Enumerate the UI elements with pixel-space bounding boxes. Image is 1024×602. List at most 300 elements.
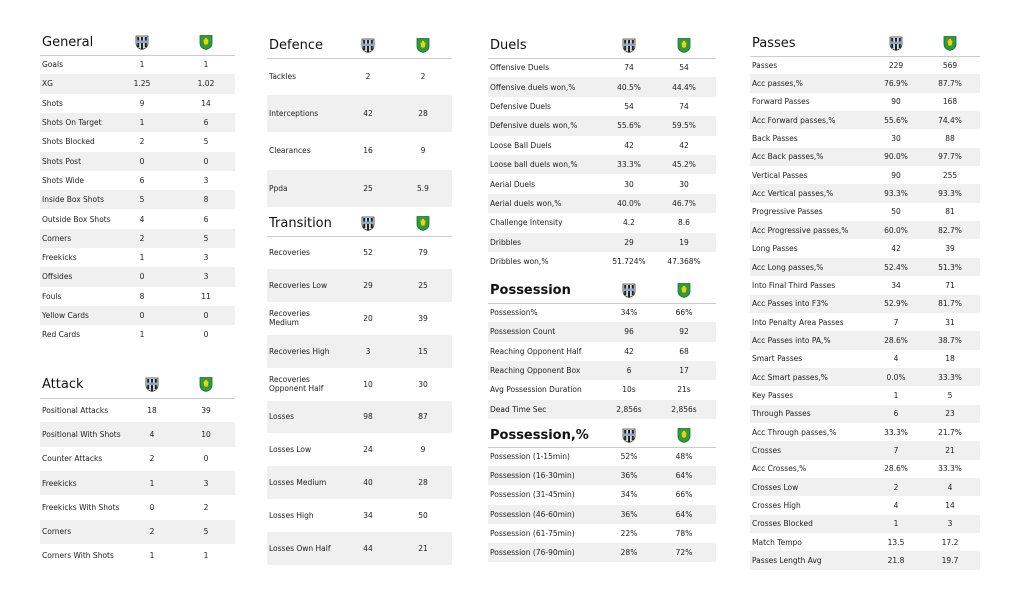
home-value: 1 [139, 330, 145, 340]
table-row [488, 322, 716, 341]
stat-label: Progressive Passes [752, 207, 823, 217]
stat-label: Recoveries [269, 247, 310, 257]
home-value: 34% [620, 308, 638, 318]
table-row [750, 423, 980, 441]
home-value: 5 [139, 195, 145, 205]
stat-label: Shots Post [42, 156, 82, 166]
table-row [40, 209, 235, 228]
norwich-crest-icon [416, 37, 430, 53]
home-value: 96 [624, 327, 634, 337]
home-value: 42 [363, 109, 373, 119]
newcastle-crest-icon [622, 427, 636, 443]
table-row [750, 350, 980, 368]
table-row [750, 295, 980, 313]
table-row [40, 94, 235, 113]
home-value: 28% [620, 548, 638, 558]
away-value: 4 [947, 482, 953, 492]
home-value: 33.3% [617, 160, 641, 170]
table-row [40, 422, 235, 446]
table-row [488, 543, 716, 562]
stat-label: Acc Forward passes,% [752, 115, 836, 125]
stat-label: Back Passes [752, 134, 798, 144]
stat-label: Acc Smart passes,% [752, 372, 828, 382]
home-value: 90.0% [884, 152, 908, 162]
table-title: Defence [269, 37, 323, 53]
table-row [750, 221, 980, 239]
stat-label: Losses Low [269, 445, 312, 455]
stat-label: Losses Medium [269, 478, 327, 488]
away-value: 39 [945, 244, 955, 254]
away-value: 2 [420, 72, 426, 82]
stat-label: Red Cards [42, 330, 81, 340]
stat-label: Losses Own Half [269, 544, 331, 554]
home-value: 6 [139, 175, 145, 185]
table-row [40, 152, 235, 171]
table-row [267, 132, 452, 169]
table-row [488, 342, 716, 361]
stat-label: Into Final Third Passes [752, 280, 836, 290]
stat-label: Loose ball duels won,% [490, 160, 578, 170]
stat-label: Acc Crosses,% [752, 464, 807, 474]
table-row [40, 113, 235, 132]
away-value: 9 [420, 146, 426, 156]
home-value: 10s [622, 385, 636, 395]
away-value: 93.3% [938, 189, 962, 199]
general-table [40, 30, 235, 345]
table-row [750, 184, 980, 202]
home-value: 90 [891, 170, 901, 180]
home-value: 29 [624, 237, 634, 247]
norwich-crest-icon [416, 215, 430, 231]
table-row [40, 306, 235, 325]
stat-label: Positional With Shots [42, 429, 121, 439]
away-value: 88 [945, 134, 955, 144]
table-row [488, 233, 716, 252]
home-value: 40.5% [617, 82, 641, 92]
away-value: 38.7% [938, 335, 962, 345]
home-value: 0 [139, 272, 145, 282]
home-value: 54 [624, 101, 634, 111]
stat-label: Corners [42, 527, 72, 537]
table-row [750, 386, 980, 404]
table-row [488, 524, 716, 543]
table-row [750, 478, 980, 496]
stat-label: Passes Length Avg [752, 556, 822, 566]
table-row [40, 55, 235, 74]
table-row [267, 368, 452, 401]
home-value: 34 [891, 280, 901, 290]
table-row [750, 331, 980, 349]
home-value: 28.6% [884, 335, 908, 345]
stat-label: Shots Wide [42, 175, 85, 185]
away-value: 47.368% [667, 257, 701, 267]
stat-label: Reaching Opponent Box [490, 366, 581, 376]
stat-label: Reaching Opponent Half [490, 346, 582, 356]
away-value: 82.7% [938, 225, 962, 235]
stat-label: Shots [42, 98, 63, 108]
home-value: 6 [626, 366, 632, 376]
newcastle-crest-icon [361, 215, 375, 231]
norwich-crest-icon [199, 34, 213, 50]
away-value: 2,856s [671, 404, 697, 414]
table-row [750, 276, 980, 294]
table-row [750, 533, 980, 551]
table-row [750, 515, 980, 533]
stat-label: Long Passes [752, 244, 798, 254]
table-row [40, 495, 235, 519]
away-value: 33.3% [938, 464, 962, 474]
away-value: 5 [203, 527, 209, 537]
home-value: 98 [363, 412, 373, 422]
stat-label: Challenge Intensity [490, 218, 563, 228]
home-value: 16 [363, 146, 373, 156]
home-value: 40 [363, 478, 373, 488]
home-value: 1 [139, 118, 145, 128]
away-value: 64% [675, 471, 693, 481]
stat-label: Possession (61-75min) [490, 528, 575, 538]
away-value: 66% [675, 490, 693, 500]
home-value: 13.5 [887, 537, 905, 547]
home-value: 52.9% [884, 299, 908, 309]
away-value: 19 [679, 237, 689, 247]
away-value: 87.7% [938, 79, 962, 89]
home-value: 20 [363, 313, 373, 323]
attack-table [40, 371, 235, 568]
away-value: 1 [203, 551, 209, 561]
stat-label: Forward Passes [752, 97, 810, 107]
away-value: 25 [418, 280, 428, 290]
stat-label: Positional Attacks [42, 405, 109, 415]
table-row [40, 190, 235, 209]
table-row [267, 302, 452, 335]
away-value: 92 [679, 327, 689, 337]
stat-label: Goals [42, 60, 63, 70]
stat-label: Recoveries Low [269, 280, 328, 290]
away-value: 0 [203, 311, 209, 321]
home-value: 1 [893, 519, 899, 529]
table-row [40, 229, 235, 248]
home-value: 2 [149, 527, 155, 537]
stat-label: Key Passes [752, 390, 794, 400]
stat-label: Freekicks [42, 253, 77, 263]
away-value: 14 [201, 98, 211, 108]
away-value: 28 [418, 478, 428, 488]
stat-label: Smart Passes [752, 354, 803, 364]
table-row [488, 380, 716, 399]
home-value: 55.6% [617, 121, 641, 131]
duels-table [488, 33, 716, 271]
table-row [267, 269, 452, 302]
home-value: 50 [891, 207, 901, 217]
stat-label: Vertical Passes [752, 170, 808, 180]
stat-label: Aerial duels won,% [490, 198, 562, 208]
table-row [40, 171, 235, 190]
home-value: 2 [139, 137, 145, 147]
away-value: 168 [942, 97, 958, 107]
stat-label: Crosses Low [752, 482, 799, 492]
home-value: 36% [620, 471, 638, 481]
away-value: 17 [679, 366, 689, 376]
stat-label: Acc Through passes,% [752, 427, 837, 437]
away-value: 6 [203, 214, 209, 224]
passes-table [750, 32, 980, 570]
stat-label: Freekicks [42, 478, 77, 488]
stat-label: Losses High [269, 511, 314, 521]
stat-label: Offensive duels won,% [490, 82, 576, 92]
home-value: 6 [893, 409, 899, 419]
stat-label: Crosses [752, 446, 782, 456]
stat-label: Match Tempo [752, 537, 802, 547]
away-value: 18 [945, 354, 955, 364]
table-row [750, 148, 980, 166]
home-value: 24 [363, 445, 373, 455]
home-value: 2 [139, 233, 145, 243]
stat-label: Interceptions [269, 109, 319, 119]
home-value: 229 [888, 60, 904, 70]
home-value: 10 [363, 379, 373, 389]
away-value: 5.9 [417, 183, 429, 193]
away-value: 21 [945, 446, 955, 456]
stat-label: Crosses High [752, 501, 801, 511]
stat-label: Recoveries Opponent Half [269, 375, 324, 394]
away-value: 14 [945, 501, 955, 511]
stat-label: Passes [752, 60, 778, 70]
table-header [488, 279, 716, 304]
table-title: Possession [490, 283, 571, 298]
stat-label: Into Penalty Area Passes [752, 317, 844, 327]
table-row [750, 129, 980, 147]
stat-label: Offsides [42, 272, 73, 282]
table-row [750, 203, 980, 221]
away-value: 74 [679, 101, 689, 111]
newcastle-crest-icon [889, 35, 903, 51]
away-value: 39 [201, 405, 211, 415]
table-row [40, 520, 235, 544]
newcastle-crest-icon [135, 34, 149, 50]
away-value: 1 [203, 60, 209, 70]
stat-label: Dribbles [490, 237, 522, 247]
table-row [40, 544, 235, 568]
home-value: 93.3% [884, 189, 908, 199]
away-value: 74.4% [938, 115, 962, 125]
away-value: 45.2% [672, 160, 696, 170]
home-value: 29 [363, 280, 373, 290]
home-value: 0 [139, 156, 145, 166]
table-row [488, 485, 716, 504]
table-header [267, 33, 452, 59]
home-value: 0.0% [886, 372, 906, 382]
norwich-crest-icon [677, 37, 691, 53]
away-value: 71 [945, 280, 955, 290]
away-value: 255 [942, 170, 958, 180]
home-value: 4 [893, 354, 899, 364]
home-value: 1 [149, 478, 155, 488]
stat-label: Dribbles won,% [490, 257, 549, 267]
home-value: 55.6% [884, 115, 908, 125]
stat-label: Acc passes,% [752, 79, 803, 89]
table-row [750, 111, 980, 129]
away-value: 64% [675, 509, 693, 519]
home-value: 4 [893, 501, 899, 511]
norwich-crest-icon [677, 427, 691, 443]
table-row [40, 267, 235, 286]
away-value: 30 [679, 179, 689, 189]
table-row [488, 361, 716, 380]
away-value: 72% [675, 548, 693, 558]
table-row [750, 74, 980, 92]
table-row [267, 401, 452, 434]
away-value: 30 [418, 379, 428, 389]
away-value: 3 [947, 519, 953, 529]
stat-label: Defensive Duels [490, 101, 551, 111]
table-row [488, 174, 716, 193]
norwich-crest-icon [199, 376, 213, 392]
away-value: 50 [418, 511, 428, 521]
stat-label: Corners [42, 233, 72, 243]
away-value: 6 [203, 118, 209, 128]
away-value: 79 [418, 247, 428, 257]
table-row [750, 441, 980, 459]
table-row [488, 252, 716, 271]
stat-label: Corners With Shots [42, 551, 114, 561]
norwich-crest-icon [677, 282, 691, 298]
away-value: 97.7% [938, 152, 962, 162]
table-row [40, 287, 235, 306]
stat-label: Possession (76-90min) [490, 548, 575, 558]
away-value: 11 [201, 291, 211, 301]
home-value: 4.2 [623, 218, 635, 228]
away-value: 3 [203, 175, 209, 185]
home-value: 76.9% [884, 79, 908, 89]
home-value: 28.6% [884, 464, 908, 474]
away-value: 3 [203, 478, 209, 488]
table-row [488, 116, 716, 135]
away-value: 81 [945, 207, 955, 217]
table-row [267, 433, 452, 466]
newcastle-crest-icon [361, 37, 375, 53]
table-row [40, 74, 235, 93]
table-row [750, 496, 980, 514]
away-value: 81.7% [938, 299, 962, 309]
home-value: 25 [363, 183, 373, 193]
table-row [488, 194, 716, 213]
stat-label: Avg Possession Duration [490, 385, 582, 395]
home-value: 33.3% [884, 427, 908, 437]
away-value: 2 [203, 502, 209, 512]
table-row [40, 471, 235, 495]
stat-label: Losses [269, 412, 294, 422]
table-row [40, 398, 235, 422]
stat-label: Outside Box Shots [42, 214, 111, 224]
home-value: 7 [893, 446, 899, 456]
home-value: 74 [624, 63, 634, 73]
away-value: 15 [418, 346, 428, 356]
home-value: 22% [620, 528, 638, 538]
table-row [750, 313, 980, 331]
table-row [488, 466, 716, 485]
home-value: 42 [624, 346, 634, 356]
possession-table [488, 279, 716, 419]
home-value: 4 [139, 214, 145, 224]
home-value: 90 [891, 97, 901, 107]
stat-label: Acc Back passes,% [752, 152, 824, 162]
stat-label: Acc Vertical passes,% [752, 189, 834, 199]
stat-label: Fouls [42, 291, 62, 301]
table-row [267, 532, 452, 565]
away-value: 31 [945, 317, 955, 327]
table-row [750, 460, 980, 478]
table-row [40, 132, 235, 151]
table-row [750, 56, 980, 74]
table-row [267, 58, 452, 95]
stat-label: Possession (16-30min) [490, 471, 575, 481]
away-value: 48% [675, 452, 693, 462]
table-title: Attack [42, 376, 84, 392]
home-value: 18 [147, 405, 157, 415]
stat-label: Freekicks With Shots [42, 502, 120, 512]
table-row [750, 368, 980, 386]
stat-label: Yellow Cards [42, 311, 89, 321]
away-value: 21.7% [938, 427, 962, 437]
home-value: 1 [139, 60, 145, 70]
stat-label: Acc Progressive passes,% [752, 225, 849, 235]
home-value: 0 [149, 502, 155, 512]
table-header [488, 33, 716, 59]
home-value: 2 [893, 482, 899, 492]
table-title: Duels [490, 37, 527, 53]
stat-label: Inside Box Shots [42, 195, 104, 205]
table-row [750, 240, 980, 258]
stat-label: Possession (46-60min) [490, 509, 575, 519]
table-row [750, 258, 980, 276]
away-value: 21s [677, 385, 691, 395]
table-header [750, 32, 980, 57]
table-row [488, 136, 716, 155]
home-value: 1 [893, 390, 899, 400]
table-row [40, 447, 235, 471]
home-value: 2,856s [616, 404, 642, 414]
stat-label: Possession (1-15min) [490, 452, 570, 462]
home-value: 60.0% [884, 225, 908, 235]
table-header [40, 371, 235, 399]
home-value: 2 [149, 454, 155, 464]
home-value: 9 [139, 98, 145, 108]
home-value: 44 [363, 544, 373, 554]
away-value: 9 [420, 445, 426, 455]
table-row [488, 213, 716, 232]
table-header [267, 212, 452, 237]
stat-label: Ppda [269, 183, 288, 193]
stat-label: Defensive duels won,% [490, 121, 578, 131]
stat-label: Clearances [269, 146, 311, 156]
transition-table [267, 212, 452, 565]
away-value: 3 [203, 272, 209, 282]
home-value: 3 [365, 346, 371, 356]
table-title: Possession,% [490, 427, 589, 443]
away-value: 51.3% [938, 262, 962, 272]
home-value: 42 [624, 140, 634, 150]
away-value: 42 [679, 140, 689, 150]
table-row [267, 95, 452, 132]
defence-table [267, 33, 452, 207]
table-row [40, 325, 235, 344]
away-value: 87 [418, 412, 428, 422]
table-title: General [42, 34, 94, 50]
away-value: 39 [418, 313, 428, 323]
stat-label: Acc Long passes,% [752, 262, 824, 272]
stat-label: Shots Blocked [42, 137, 95, 147]
away-value: 1.02 [197, 79, 215, 89]
